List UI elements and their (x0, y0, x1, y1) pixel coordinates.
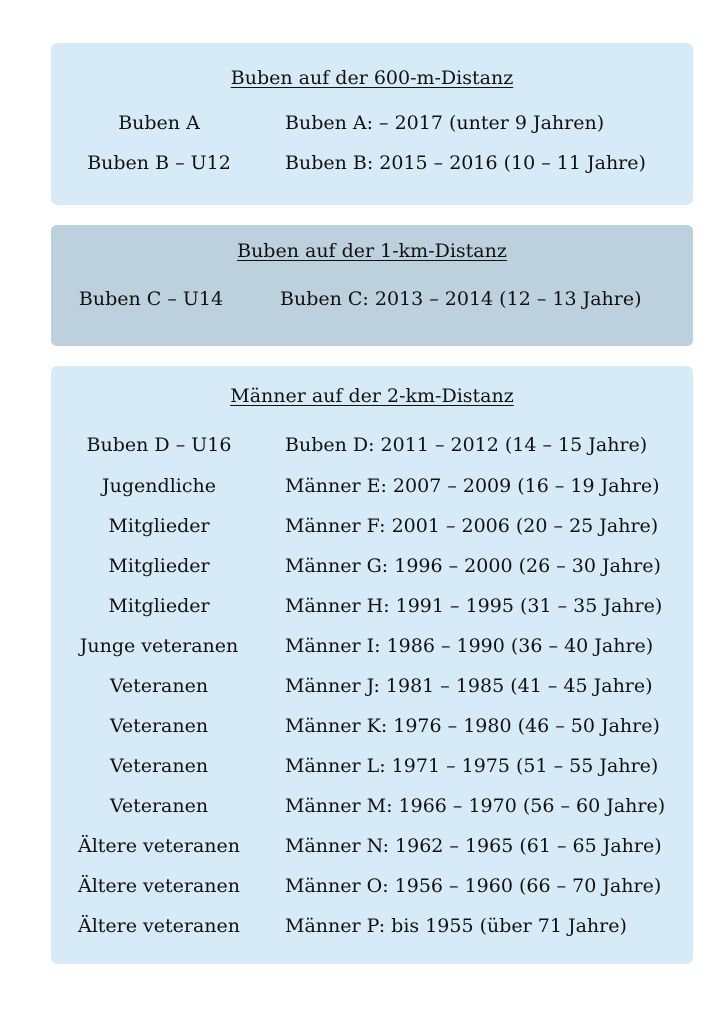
category-label: Ältere veteranen (77, 915, 241, 937)
section-1km (51, 225, 693, 346)
category-label: Veteranen (109, 715, 209, 737)
category-description: Buben B: 2015 – 2016 (10 – 11 Jahre) (285, 152, 646, 174)
category-label: Buben A (118, 112, 200, 134)
table-row (51, 835, 693, 863)
category-description: Männer K: 1976 – 1980 (46 – 50 Jahre) (285, 715, 660, 737)
category-description: Männer P: bis 1955 (über 71 Jahre) (285, 915, 627, 937)
table-row (51, 915, 693, 943)
category-label: Buben C – U14 (78, 288, 224, 310)
category-label: Veteranen (109, 675, 209, 697)
table-row (51, 112, 693, 140)
category-description: Männer E: 2007 – 2009 (16 – 19 Jahre) (285, 475, 660, 497)
category-label: Ältere veteranen (77, 875, 241, 897)
category-description: Männer H: 1991 – 1995 (31 – 35 Jahre) (285, 595, 663, 617)
section-title: Buben auf der 1-km-Distanz (237, 240, 507, 262)
category-description: Männer I: 1986 – 1990 (36 – 40 Jahre) (285, 635, 654, 657)
table-row (51, 555, 693, 583)
category-description: Buben C: 2013 – 2014 (12 – 13 Jahre) (280, 288, 642, 310)
table-row (51, 795, 693, 823)
category-label: Mitglieder (108, 595, 210, 617)
table-row (51, 475, 693, 503)
category-label: Jugendliche (102, 475, 216, 497)
table-row (51, 675, 693, 703)
table-row (51, 434, 693, 462)
category-description: Männer F: 2001 – 2006 (20 – 25 Jahre) (285, 515, 659, 537)
section-title: Männer auf der 2-km-Distanz (230, 385, 514, 407)
table-row (51, 715, 693, 743)
category-description: Männer L: 1971 – 1975 (51 – 55 Jahre) (285, 755, 659, 777)
section-600m (51, 43, 693, 205)
category-label: Veteranen (109, 755, 209, 777)
table-row (51, 515, 693, 543)
category-description: Männer M: 1966 – 1970 (56 – 60 Jahre) (285, 795, 666, 817)
category-label: Mitglieder (108, 555, 210, 577)
category-description: Männer O: 1956 – 1960 (66 – 70 Jahre) (285, 875, 662, 897)
category-description: Buben D: 2011 – 2012 (14 – 15 Jahre) (285, 434, 648, 456)
table-row (51, 595, 693, 623)
table-row (51, 288, 693, 316)
category-description: Buben A: – 2017 (unter 9 Jahren) (285, 112, 605, 134)
section-title: Buben auf der 600-m-Distanz (230, 67, 514, 89)
category-label: Ältere veteranen (77, 835, 241, 857)
category-description: Männer J: 1981 – 1985 (41 – 45 Jahre) (285, 675, 653, 697)
table-row (51, 152, 693, 180)
category-label: Buben B – U12 (87, 152, 231, 174)
table-row (51, 875, 693, 903)
category-label: Veteranen (109, 795, 209, 817)
category-label: Buben D – U16 (86, 434, 232, 456)
category-label: Junge veteranen (79, 635, 239, 657)
table-row (51, 635, 693, 663)
table-row (51, 755, 693, 783)
category-description: Männer N: 1962 – 1965 (61 – 65 Jahre) (285, 835, 662, 857)
category-label: Mitglieder (108, 515, 210, 537)
category-description: Männer G: 1996 – 2000 (26 – 30 Jahre) (285, 555, 661, 577)
section-2km (51, 366, 693, 964)
